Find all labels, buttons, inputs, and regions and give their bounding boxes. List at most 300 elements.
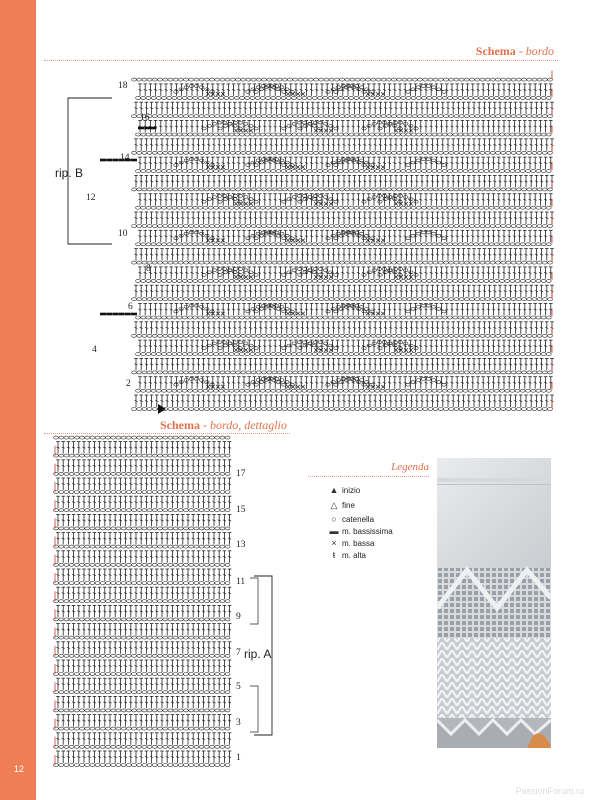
- dc-stitch: [493, 212, 497, 224]
- dc-stitch: [228, 102, 232, 114]
- dc-stitch: [301, 102, 305, 114]
- dc-stitch: [498, 139, 502, 151]
- dc-stitch: [280, 139, 284, 151]
- dc-stitch: [108, 496, 112, 508]
- dc-stitch: [269, 285, 273, 297]
- dc-stitch: [207, 660, 211, 672]
- dc-stitch: [155, 587, 159, 599]
- dc-stitch: [212, 533, 216, 545]
- repeat-b-label: rip. B: [55, 166, 84, 180]
- dc-stitch: [159, 377, 163, 389]
- dc-stitch: [202, 249, 206, 261]
- dc-row: [56, 514, 231, 526]
- dc-stitch: [420, 285, 424, 297]
- dc-stitch: [223, 139, 227, 151]
- dc-stitch: [435, 304, 439, 316]
- dc-stitch: [450, 304, 454, 316]
- dc-stitch: [477, 395, 481, 407]
- dc-stitch: [238, 395, 242, 407]
- dc-stitch: [305, 267, 309, 279]
- dc-stitch: [514, 249, 518, 261]
- dc-stitch: [171, 751, 175, 763]
- dc-stitch: [82, 569, 86, 581]
- dc-stitch: [289, 230, 293, 242]
- dc-stitch: [67, 442, 71, 454]
- dc-stitch: [201, 194, 205, 206]
- dc-stitch: [424, 84, 428, 96]
- dc-stitch: [311, 358, 315, 370]
- dc-stitch: [325, 84, 329, 96]
- dc-stitch: [164, 377, 168, 389]
- dc-stitch: [82, 696, 86, 708]
- legend-item-double: [326, 549, 366, 561]
- dc-stitch: [181, 678, 185, 690]
- dc-stitch: [363, 358, 367, 370]
- dc-stitch: [498, 285, 502, 297]
- dc-stitch: [77, 642, 81, 654]
- dc-stitch: [77, 496, 81, 508]
- dc-stitch: [212, 322, 216, 334]
- dc-stitch: [108, 696, 112, 708]
- dc-stitch: [455, 377, 459, 389]
- dc-stitch: [535, 249, 539, 261]
- dc-stitch: [393, 84, 397, 96]
- dc-stitch: [419, 194, 423, 206]
- dc-stitch: [409, 230, 413, 242]
- dc-stitch: [477, 139, 481, 151]
- dc-stitch: [197, 285, 201, 297]
- dc-stitch: [342, 175, 346, 187]
- dc-stitch: [186, 660, 190, 672]
- dc-stitch: [139, 733, 143, 745]
- dc-stitch: [337, 212, 341, 224]
- dc-stitch: [450, 157, 454, 169]
- dc-stitch: [435, 340, 439, 352]
- dc-stitch: [212, 496, 216, 508]
- dc-stitch: [103, 733, 107, 745]
- dc-stitch: [518, 157, 522, 169]
- dc-stitch: [145, 733, 149, 745]
- dc-stitch: [82, 605, 86, 617]
- dc-stitch: [207, 605, 211, 617]
- dc-stitch: [207, 249, 211, 261]
- dc-stitch: [67, 624, 71, 636]
- dc-stitch: [544, 304, 548, 316]
- dc-stitch: [498, 395, 502, 407]
- dc-stitch: [238, 212, 242, 224]
- dc-stitch: [72, 533, 76, 545]
- dc-stitch: [467, 102, 471, 114]
- dc-stitch: [181, 175, 185, 187]
- dc-stitch: [477, 212, 481, 224]
- dc-stitch: [134, 358, 138, 370]
- dc-stitch: [431, 175, 435, 187]
- dc-stitch: [134, 569, 138, 581]
- sc-stitch: [301, 312, 305, 316]
- chain-row: [54, 764, 230, 767]
- dc-stitch: [445, 84, 449, 96]
- dc-stitch: [217, 551, 221, 563]
- dc-stitch: [190, 340, 194, 352]
- dc-stitch: [150, 624, 154, 636]
- dc-stitch: [82, 751, 86, 763]
- dc-stitch: [436, 102, 440, 114]
- dc-stitch: [56, 551, 60, 563]
- dc-stitch: [217, 733, 221, 745]
- dc-stitch: [67, 696, 71, 708]
- dc-stitch: [513, 84, 517, 96]
- dc-stitch: [481, 377, 485, 389]
- dc-stitch: [181, 660, 185, 672]
- dc-stitch: [388, 377, 392, 389]
- dc-stitch: [509, 175, 513, 187]
- dc-stitch: [180, 304, 184, 316]
- dc-stitch: [82, 715, 86, 727]
- dc-stitch: [233, 175, 237, 187]
- dc-stitch: [134, 678, 138, 690]
- dc-stitch: [290, 102, 294, 114]
- dc-stitch: [544, 377, 548, 389]
- dc-stitch: [160, 496, 164, 508]
- dc-stitch: [529, 358, 533, 370]
- dc-stitch: [488, 102, 492, 114]
- dc-stitch: [539, 121, 543, 133]
- dc-stitch: [202, 496, 206, 508]
- dc-stitch: [425, 102, 429, 114]
- dc-stitch: [535, 102, 539, 114]
- dc-stitch: [145, 715, 149, 727]
- dc-stitch: [483, 102, 487, 114]
- dc-stitch: [176, 478, 180, 490]
- dc-stitch: [191, 733, 195, 745]
- dc-stitch: [290, 249, 294, 261]
- dc-stitch: [337, 249, 341, 261]
- dc-stitch: [237, 377, 241, 389]
- dc-stitch: [306, 285, 310, 297]
- dc-stitch: [363, 322, 367, 334]
- dc-stitch: [373, 322, 377, 334]
- dc-stitch: [77, 442, 81, 454]
- repeat-a-inner-bracket: [250, 686, 258, 732]
- dc-stitch: [533, 121, 537, 133]
- dc-stitch: [483, 175, 487, 187]
- sc-stitch: [239, 202, 243, 206]
- dc-stitch: [357, 304, 361, 316]
- dc-stitch: [223, 696, 227, 708]
- dc-stitch: [155, 212, 159, 224]
- dc-stitch: [237, 157, 241, 169]
- dc-stitch: [124, 642, 128, 654]
- chain-row: [54, 654, 230, 657]
- dc-stitch: [217, 624, 221, 636]
- dc-stitch: [149, 230, 153, 242]
- dc-stitch: [295, 249, 299, 261]
- dc-stitch: [145, 551, 149, 563]
- dc-stitch: [103, 642, 107, 654]
- dc-stitch: [176, 551, 180, 563]
- dc-stitch: [483, 358, 487, 370]
- dc-stitch: [72, 660, 76, 672]
- dc-stitch: [249, 285, 253, 297]
- dc-stitch: [139, 395, 143, 407]
- dc-stitch: [202, 715, 206, 727]
- dc-stitch: [103, 715, 107, 727]
- dc-stitch: [405, 322, 409, 334]
- dc-stitch: [410, 212, 414, 224]
- dc-stitch: [228, 249, 232, 261]
- slip-stitch: [112, 313, 118, 316]
- dc-stitch: [176, 605, 180, 617]
- dc-stitch: [223, 678, 227, 690]
- dc-stitch: [254, 212, 258, 224]
- dc-stitch: [518, 230, 522, 242]
- dc-stitch: [497, 377, 501, 389]
- dc-stitch: [103, 533, 107, 545]
- dc-stitch: [431, 285, 435, 297]
- dc-stitch: [451, 212, 455, 224]
- dc-stitch: [139, 322, 143, 334]
- dc-stitch: [223, 587, 227, 599]
- dc-stitch: [497, 267, 501, 279]
- dc-stitch: [56, 678, 60, 690]
- dc-stitch: [217, 478, 221, 490]
- dc-stitch: [145, 175, 149, 187]
- dc-stitch: [113, 733, 117, 745]
- dc-stitch: [399, 249, 403, 261]
- dc-row: [134, 212, 554, 224]
- legend-title: Legenda: [391, 461, 429, 473]
- dc-stitch: [108, 514, 112, 526]
- sc-stitch: [314, 275, 318, 279]
- dc-stitch: [509, 212, 513, 224]
- dc-stitch: [247, 230, 251, 242]
- dc-stitch: [82, 514, 86, 526]
- dc-stitch: [327, 139, 331, 151]
- dc-stitch: [503, 358, 507, 370]
- dc-stitch: [353, 285, 357, 297]
- dc-row: [56, 660, 231, 672]
- dc-stitch: [457, 102, 461, 114]
- dc-stitch: [134, 460, 138, 472]
- dc-stitch: [414, 377, 418, 389]
- dc-stitch: [247, 157, 251, 169]
- dc-row: [134, 249, 554, 261]
- dc-stitch: [165, 751, 169, 763]
- dc-stitch: [191, 322, 195, 334]
- dc-row: [56, 642, 231, 654]
- dc-stitch: [77, 533, 81, 545]
- slip-stitch: [100, 159, 106, 162]
- dc-stitch: [176, 358, 180, 370]
- dc-stitch: [87, 533, 91, 545]
- dc-stitch: [503, 322, 507, 334]
- dc-stitch: [103, 660, 107, 672]
- dc-stitch: [254, 139, 258, 151]
- dc-stitch: [181, 733, 185, 745]
- dc-stitch: [56, 478, 60, 490]
- dc-stitch: [327, 175, 331, 187]
- dc-stitch: [223, 102, 227, 114]
- dc-stitch: [310, 304, 314, 316]
- dc-stitch: [169, 84, 173, 96]
- dc-stitch: [155, 460, 159, 472]
- lace-border-photo: [437, 458, 551, 748]
- dc-stitch: [528, 230, 532, 242]
- dc-stitch: [268, 230, 272, 242]
- chain-row: [132, 188, 553, 191]
- sc-stitch: [291, 312, 295, 316]
- dc-stitch: [259, 102, 263, 114]
- dc-row: [134, 322, 554, 334]
- dc-stitch: [134, 751, 138, 763]
- dc-stitch: [223, 249, 227, 261]
- dc-stitch: [394, 285, 398, 297]
- dc-stitch: [237, 230, 241, 242]
- dc-stitch: [258, 121, 262, 133]
- dc-stitch: [507, 157, 511, 169]
- dc-stitch: [191, 624, 195, 636]
- dc-stitch: [290, 395, 294, 407]
- dc-stitch: [357, 340, 361, 352]
- dc-stitch: [514, 358, 518, 370]
- dc-stitch: [155, 678, 159, 690]
- dc-stitch: [347, 395, 351, 407]
- dc-stitch: [176, 285, 180, 297]
- dc-stitch: [180, 121, 184, 133]
- chain-row: [54, 709, 230, 712]
- dc-stitch: [284, 377, 288, 389]
- dc-stitch: [483, 322, 487, 334]
- dc-stitch: [462, 175, 466, 187]
- dc-row: [134, 285, 554, 297]
- dc-row: [56, 733, 231, 745]
- dc-stitch: [67, 478, 71, 490]
- dc-stitch: [398, 304, 402, 316]
- dc-stitch: [545, 322, 549, 334]
- dc-stitch: [306, 395, 310, 407]
- dc-stitch: [202, 322, 206, 334]
- dc-stitch: [93, 460, 97, 472]
- dc-stitch: [186, 642, 190, 654]
- dc-stitch: [409, 377, 413, 389]
- dc-stitch: [295, 212, 299, 224]
- dc-stitch: [476, 267, 480, 279]
- dc-stitch: [61, 678, 65, 690]
- dc-stitch: [263, 194, 267, 206]
- dc-stitch: [191, 642, 195, 654]
- dc-stitch: [493, 139, 497, 151]
- dc-stitch: [441, 395, 445, 407]
- dc-stitch: [169, 267, 173, 279]
- dc-stitch: [435, 377, 439, 389]
- dc-stitch: [327, 322, 331, 334]
- dc-stitch: [466, 304, 470, 316]
- dc-stitch: [435, 84, 439, 96]
- dc-stitch: [533, 194, 537, 206]
- sc-stitch: [409, 129, 413, 133]
- chain-row: [132, 298, 553, 301]
- dc-stitch: [405, 285, 409, 297]
- dc-stitch: [394, 212, 398, 224]
- dc-stitch: [191, 514, 195, 526]
- dc-stitch: [414, 230, 418, 242]
- dc-stitch: [228, 551, 232, 563]
- dc-stitch: [347, 285, 351, 297]
- dc-stitch: [98, 587, 102, 599]
- dc-stitch: [513, 121, 517, 133]
- dc-stitch: [529, 175, 533, 187]
- dc-stitch: [139, 139, 143, 151]
- dc-stitch: [461, 230, 465, 242]
- dc-stitch: [410, 322, 414, 334]
- dc-stitch: [279, 340, 283, 352]
- dc-stitch: [103, 678, 107, 690]
- dc-stitch: [113, 696, 117, 708]
- dc-stitch: [332, 249, 336, 261]
- dc-stitch: [186, 496, 190, 508]
- dc-stitch: [461, 157, 465, 169]
- dc-stitch: [268, 340, 272, 352]
- dc-stitch: [420, 175, 424, 187]
- dc-stitch: [420, 249, 424, 261]
- dc-stitch: [367, 267, 371, 279]
- dc-stitch: [358, 322, 362, 334]
- dc-stitch: [325, 230, 329, 242]
- dc-stitch: [440, 84, 444, 96]
- dc-stitch: [415, 358, 419, 370]
- dc-stitch: [98, 496, 102, 508]
- dc-stitch: [129, 533, 133, 545]
- dc-stitch: [149, 340, 153, 352]
- chain-row: [136, 206, 552, 209]
- dc-stitch: [429, 194, 433, 206]
- dc-stitch: [159, 304, 163, 316]
- dc-stitch: [336, 340, 340, 352]
- dc-stitch: [108, 660, 112, 672]
- sc-stitch: [239, 275, 243, 279]
- dc-stitch: [342, 395, 346, 407]
- dc-stitch: [514, 139, 518, 151]
- dc-stitch: [165, 533, 169, 545]
- dc-stitch: [154, 230, 158, 242]
- dc-stitch: [77, 514, 81, 526]
- dc-stitch: [202, 678, 206, 690]
- dc-stitch: [461, 194, 465, 206]
- dc-stitch: [212, 733, 216, 745]
- dc-stitch: [98, 605, 102, 617]
- legend-label: m. alta: [342, 550, 367, 560]
- dc-stitch: [185, 121, 189, 133]
- dc-stitch: [207, 212, 211, 224]
- dc-stitch: [290, 212, 294, 224]
- dc-stitch: [373, 212, 377, 224]
- dc-stitch: [301, 285, 305, 297]
- dc-stitch: [424, 340, 428, 352]
- dc-stitch: [450, 267, 454, 279]
- dc-stitch: [176, 212, 180, 224]
- dc-stitch: [171, 514, 175, 526]
- chain-row: [136, 316, 552, 319]
- dc-stitch: [321, 139, 325, 151]
- dc-stitch: [441, 212, 445, 224]
- dc-stitch: [275, 102, 279, 114]
- dc-stitch: [206, 340, 210, 352]
- dc-stitch: [410, 249, 414, 261]
- dc-stitch: [502, 84, 506, 96]
- dc-stitch: [269, 139, 273, 151]
- dc-stitch: [134, 605, 138, 617]
- dc-stitch: [243, 249, 247, 261]
